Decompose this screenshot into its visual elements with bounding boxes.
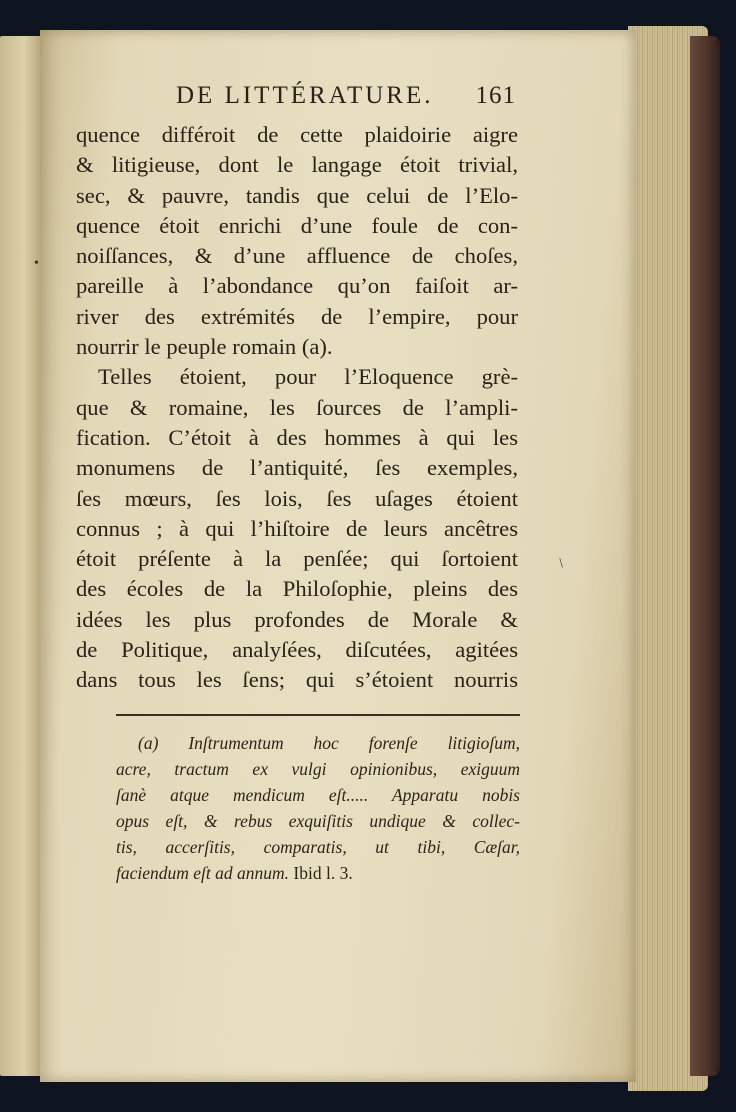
paragraph-1 — [76, 120, 518, 362]
footnote-line-last — [116, 860, 520, 886]
text-line: pareille à l’abondance qu’on faiſoit ar- — [76, 273, 518, 299]
paragraph-2 — [76, 362, 518, 695]
text-line: monumens de l’antiquité, ſes exemples, — [76, 455, 518, 481]
text-line: dans tous les ſens; qui s’étoient nourris — [76, 667, 518, 693]
text-line: river des extrémités de l’empire, pour — [76, 303, 518, 329]
footnote — [116, 730, 520, 886]
text-line: Telles étoient, pour l’Eloquence grè- — [98, 364, 518, 390]
text-line: ſes mœurs, ſes lois, ſes uſages étoient — [76, 485, 518, 511]
footnote-line: tis, accerſitis, comparatis, ut tibi, Cæſar, — [116, 837, 520, 857]
text-line: connus ; à qui l’hiſtoire de leurs ancêtres — [76, 515, 518, 541]
text-line: de Politique, analyſées, diſcutées, agitées — [76, 637, 518, 663]
text-line: nourrir le peuple romain (a). — [76, 334, 333, 360]
text-line: étoit préſente à la penſée; qui ſortoient — [76, 546, 518, 572]
facing-page-edge — [0, 36, 40, 1076]
book-cover — [690, 36, 720, 1076]
text-line: & litigieuse, dont le langage étoit trivial, — [76, 152, 518, 178]
footnote-rule — [116, 714, 520, 716]
main-text — [76, 120, 518, 696]
text-line: idées les plus profondes de Morale & — [76, 606, 518, 632]
footnote-line: faciendum eſt ad annum. — [116, 863, 290, 883]
footnote-line: acre, tractum ex vulgi opinionibus, exiguum — [116, 759, 520, 779]
text-line: fication. C’étoit à des hommes à qui les — [76, 424, 518, 450]
text-line: noiſſances, & d’une affluence de choſes, — [76, 243, 518, 269]
text-line: quence étoit enrichi d’une foule de con- — [76, 212, 518, 238]
text-line: quence différoit de cette plaidoirie aigre — [76, 122, 518, 147]
stray-mark: • — [34, 256, 39, 271]
footnote-line: ſanè atque mendicum eſt..... Apparatu nobis — [116, 785, 520, 805]
stray-mark: / — [555, 556, 568, 571]
running-header — [176, 82, 516, 110]
footnote-reference: Ibid l. 3. — [293, 863, 353, 883]
footnote-line: (a) Inſtrumentum hoc forenſe litigioſum, — [138, 733, 520, 753]
text-line: des écoles de la Philoſophie, pleins des — [76, 576, 518, 602]
text-line: que & romaine, les ſources de l’ampli- — [76, 394, 518, 420]
text-line: sec, & pauvre, tandis que celui de l’Elo- — [76, 182, 518, 208]
running-title: DE LITTÉRATURE. — [176, 82, 434, 109]
page-number: 161 — [475, 82, 516, 109]
footnote-line: opus eſt, & rebus exquiſitis undique & collec- — [116, 811, 520, 831]
